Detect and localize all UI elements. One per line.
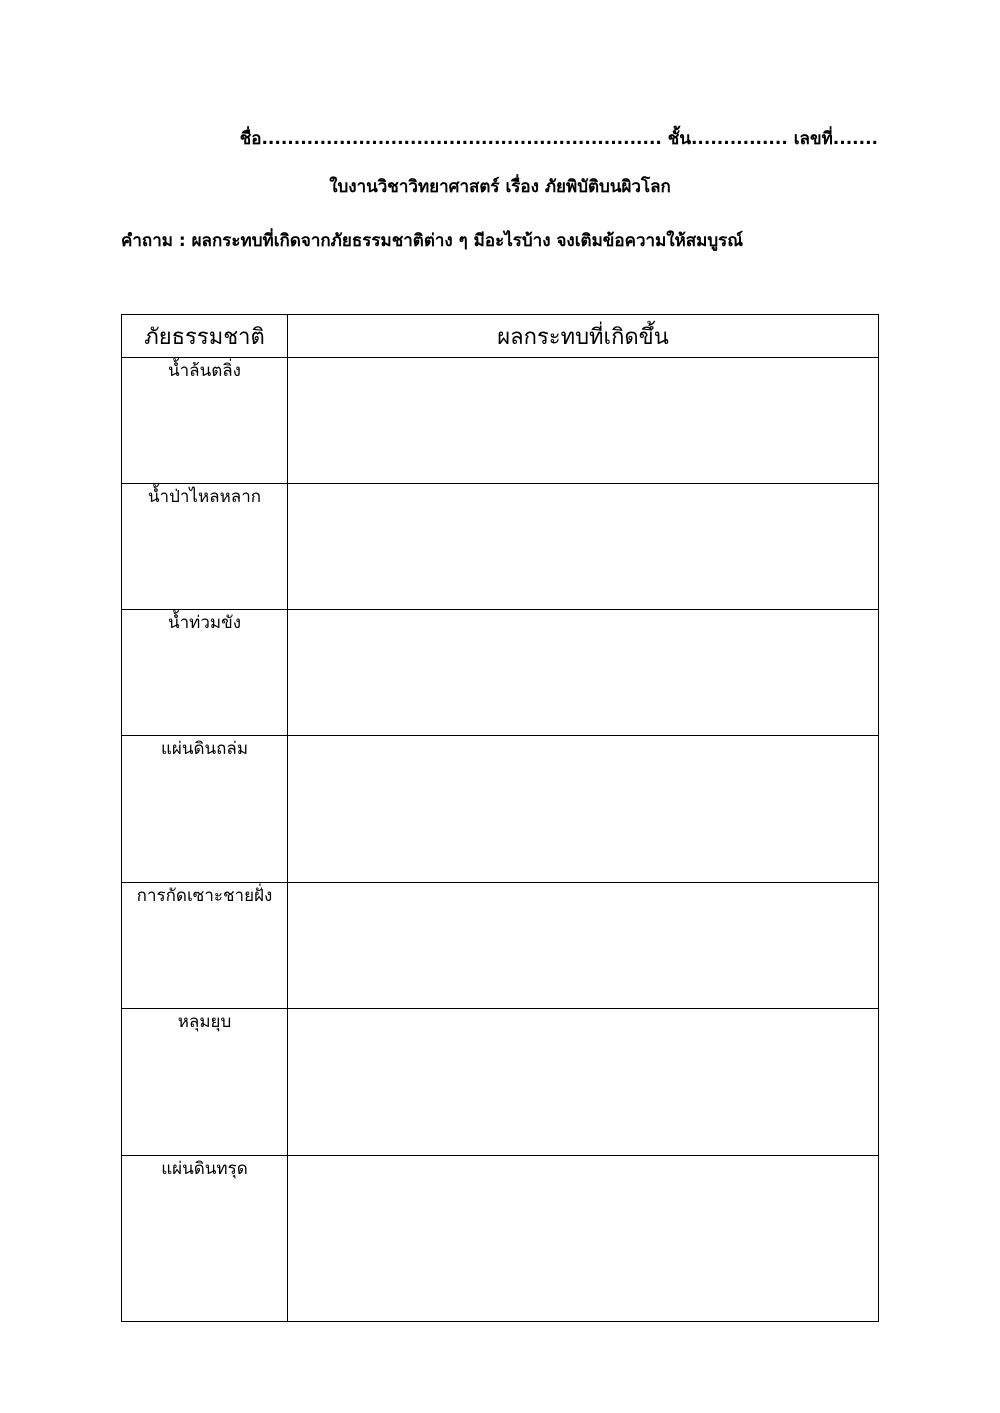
table-row (122, 484, 879, 610)
column-header-hazard: ภัยธรรมชาติ (122, 315, 288, 358)
hazard-cell: หลุมยุบ (122, 1009, 288, 1156)
impact-answer-cell[interactable] (288, 610, 879, 736)
hazard-cell: การกัดเซาะชายฝั่ง (122, 883, 288, 1009)
hazard-cell: แผ่นดินทรุด (122, 1156, 288, 1322)
impact-answer-cell[interactable] (288, 1156, 879, 1322)
hazard-cell: น้ำท่วมขัง (122, 610, 288, 736)
hazard-cell: น้ำล้นตลิ่ง (122, 358, 288, 484)
table-row (122, 883, 879, 1009)
table-header-row (122, 315, 879, 358)
hazard-cell: น้ำป่าไหลหลาก (122, 484, 288, 610)
impact-answer-cell[interactable] (288, 358, 879, 484)
table-row (122, 358, 879, 484)
hazard-cell: แผ่นดินถล่ม (122, 736, 288, 883)
impact-answer-cell[interactable] (288, 484, 879, 610)
table-row (122, 1156, 879, 1322)
impact-answer-cell[interactable] (288, 1009, 879, 1156)
worksheet-title: ใบงานวิชาวิทยาศาสตร์ เรื่อง ภัยพิบัติบนผิวโลก (329, 177, 671, 197)
table-row (122, 610, 879, 736)
question-text: คำถาม : ผลกระทบที่เกิดจากภัยธรรมชาติต่าง ๆ มีอะไรบ้าง จงเติมข้อความให้สมบูรณ์ (121, 231, 744, 251)
table-row (122, 1009, 879, 1156)
impact-table (121, 314, 879, 1322)
table-row (122, 736, 879, 883)
impact-answer-cell[interactable] (288, 883, 879, 1009)
impact-answer-cell[interactable] (288, 736, 879, 883)
student-info-line: ชื่อ.............................................................. ชั้น............... เลขที่....... (239, 129, 878, 149)
column-header-impact: ผลกระทบที่เกิดขึ้น (288, 315, 879, 358)
